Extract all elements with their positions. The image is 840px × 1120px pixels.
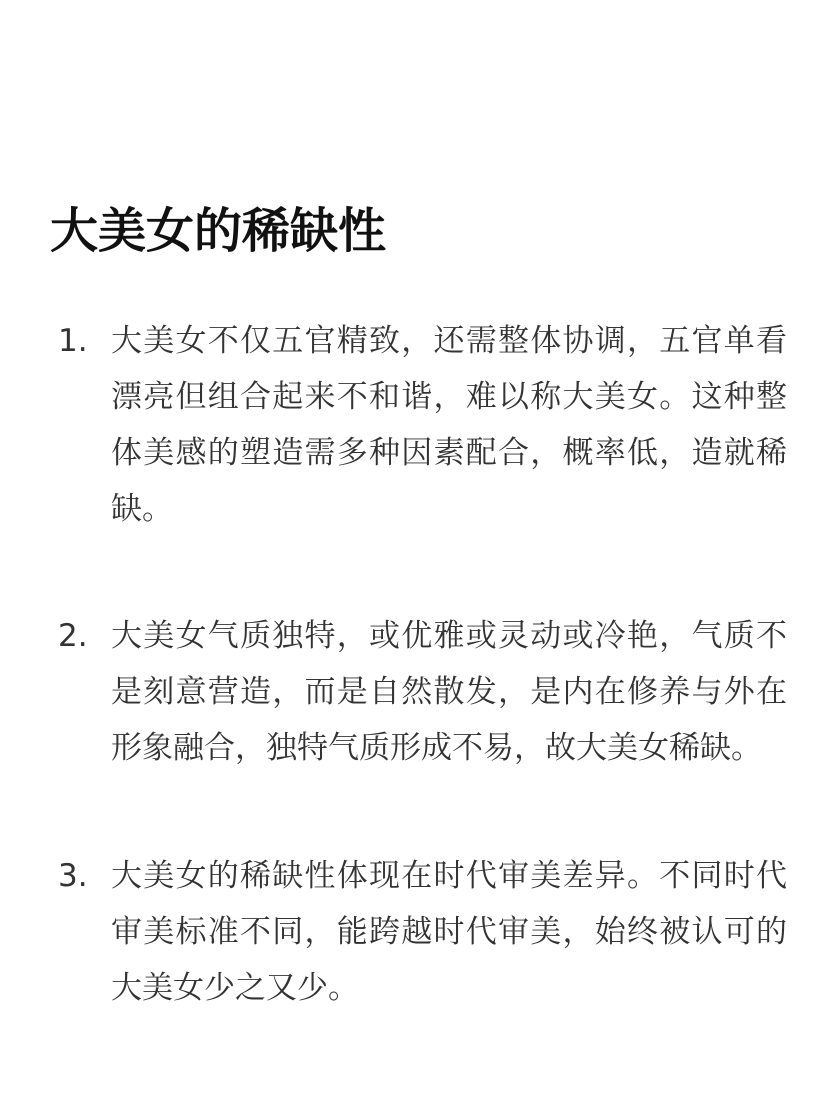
list-item-number: 2. xyxy=(58,618,88,654)
list-item-number: 1. xyxy=(58,323,88,359)
list-item-text: 大美女气质独特，或优雅或灵动或冷艳，气质不是刻意营造，而是自然散发，是内在修养与外在形象融合，独特气质形成不易，故大美女稀缺。 xyxy=(111,618,787,766)
list-item-text: 大美女不仅五官精致，还需整体协调，五官单看漂亮但组合起来不和谐，难以称大美女。这种整体美感的塑造需多种因素配合，概率低，造就稀缺。 xyxy=(111,323,787,527)
list-item-number: 3. xyxy=(58,858,88,894)
page-title: 大美女的稀缺性 xyxy=(50,203,387,259)
list-item-text: 大美女的稀缺性体现在时代审美差异。不同时代审美标准不同，能跨越时代审美，始终被认可的大美女少之又少。 xyxy=(111,858,787,1006)
